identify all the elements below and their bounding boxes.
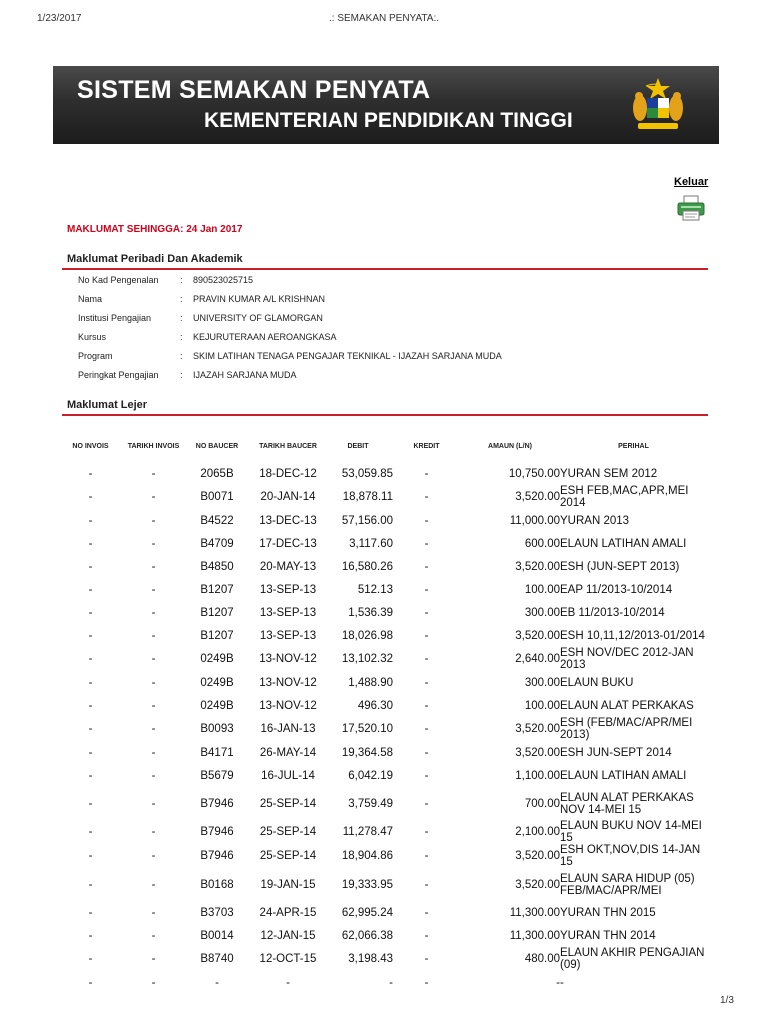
cell-perihal: EB 11/2013-10/2014: [560, 606, 665, 619]
cell-kredit: -: [424, 723, 429, 735]
col-header-tarikh-invois: TARIKH INVOIS: [127, 442, 180, 450]
col-header-tarikh-baucer: TARIKH BAUCER: [259, 442, 317, 450]
cell-tarikh-baucer: 16-JAN-13: [260, 723, 316, 735]
info-label: Kursus: [78, 332, 107, 342]
cell-debit: 53,059.85: [341, 467, 393, 480]
info-separator: :: [180, 294, 183, 304]
cell-amaun: 1,100.00: [515, 769, 560, 782]
cell-tarikh-invois: -: [151, 976, 156, 989]
cell-debit: 11,278.47: [342, 826, 393, 838]
cell-perihal: ELAUN LATIHAN AMALI: [560, 537, 687, 550]
info-separator: :: [180, 351, 183, 361]
cell-perihal: EAP 11/2013-10/2014: [560, 583, 673, 596]
cell-no-baucer: B1207: [200, 629, 234, 642]
cell-tarikh-invois: -: [151, 878, 156, 891]
table-row: [55, 820, 707, 844]
info-separator: :: [180, 332, 183, 342]
cell-kredit: -: [424, 976, 429, 989]
cell-tarikh-baucer: 20-MAY-13: [259, 560, 317, 573]
cell-amaun: 2,100.00: [515, 826, 560, 838]
cell-no-invois: -: [88, 560, 93, 573]
ledger-body: [55, 462, 707, 994]
cell-kredit: -: [424, 537, 429, 550]
cell-no-baucer: B5679: [200, 769, 234, 782]
cell-no-invois: -: [88, 976, 93, 989]
cell-tarikh-invois: -: [151, 797, 156, 810]
cell-perihal: ELAUN ALAT PERKAKAS NOV 14-MEI 15: [560, 791, 694, 816]
info-value: SKIM LATIHAN TENAGA PENGAJAR TEKNIKAL - IJAZAH SARJANA MUDA: [193, 351, 502, 361]
cell-no-invois: -: [88, 514, 93, 527]
cell-no-invois: -: [88, 953, 93, 965]
cell-tarikh-invois: -: [151, 929, 156, 942]
cell-perihal: YURAN SEM 2012: [560, 467, 658, 480]
cell-debit: 1,536.39: [348, 606, 393, 619]
table-row: [55, 868, 707, 901]
col-header-debit: DEBIT: [347, 442, 369, 450]
info-value: UNIVERSITY OF GLAMORGAN: [193, 313, 323, 323]
cell-no-invois: -: [88, 906, 93, 919]
header-banner: [53, 66, 719, 144]
info-separator: :: [180, 275, 183, 285]
cell-tarikh-invois: -: [151, 514, 156, 527]
cell-perihal: ESH (FEB/MAC/APR/MEI 2013): [560, 717, 693, 741]
ledger-section-title: Maklumat Lejer: [67, 399, 148, 411]
info-label: Nama: [78, 294, 103, 304]
table-row: [55, 741, 707, 764]
cell-no-invois: -: [88, 606, 93, 619]
cell-tarikh-baucer: 24-APR-15: [259, 906, 317, 919]
cell-no-baucer: B3703: [200, 906, 234, 919]
info-separator: :: [180, 313, 183, 323]
cell-no-invois: -: [88, 537, 93, 550]
table-row: [55, 787, 707, 820]
cell-no-baucer: B0071: [200, 491, 234, 503]
info-label: No Kad Pengenalan: [78, 275, 159, 285]
table-row: [55, 578, 707, 601]
cell-tarikh-baucer: 17-DEC-13: [259, 537, 317, 550]
cell-no-baucer: B0168: [200, 878, 234, 891]
cell-kredit: -: [424, 606, 429, 619]
cell-debit: 6,042.19: [348, 769, 393, 782]
cell-no-baucer: -: [215, 976, 219, 989]
table-row: [55, 901, 707, 924]
personal-section-divider: [62, 268, 708, 270]
cell-perihal: ESH 10,11,12/2013-01/2014: [560, 629, 705, 642]
cell-tarikh-baucer: 26-MAY-14: [259, 746, 317, 759]
cell-amaun: 300.00: [524, 606, 560, 619]
cell-no-invois: -: [88, 797, 93, 810]
col-header-no-invois: NO INVOIS: [72, 442, 109, 450]
info-separator: :: [180, 370, 183, 380]
cell-debit: 62,995.24: [341, 906, 393, 919]
cell-tarikh-invois: -: [151, 826, 156, 838]
table-row: [55, 844, 707, 868]
cell-perihal: YURAN 2013: [560, 514, 630, 527]
table-row: [55, 764, 707, 787]
cell-perihal: ESH OKT,NOV,DIS 14-JAN 15: [560, 844, 701, 868]
cell-amaun: 2,640.00: [515, 653, 560, 665]
cell-debit: 512.13: [357, 583, 393, 596]
cell-debit: 62,066.38: [341, 929, 393, 942]
cell-tarikh-baucer: 13-DEC-13: [259, 514, 317, 527]
cell-kredit: -: [424, 676, 429, 689]
cell-tarikh-baucer: -: [286, 976, 290, 989]
cell-no-baucer: B7946: [200, 850, 234, 862]
cell-tarikh-invois: -: [151, 676, 156, 689]
as-of-date: MAKLUMAT SEHINGGA: 24 Jan 2017: [67, 224, 243, 235]
info-value: IJAZAH SARJANA MUDA: [193, 370, 297, 380]
cell-no-invois: -: [88, 699, 93, 712]
cell-tarikh-baucer: 13-SEP-13: [259, 629, 317, 642]
cell-kredit: -: [424, 653, 429, 665]
cell-debit: 18,026.98: [341, 629, 393, 642]
cell-kredit: -: [424, 878, 429, 891]
cell-no-baucer: 0249B: [200, 653, 234, 665]
cell-debit: 17,520.10: [341, 723, 393, 735]
cell-debit: 19,333.95: [341, 878, 393, 891]
cell-amaun: 10,750.00: [508, 467, 560, 480]
col-header-no-baucer: NO BAUCER: [195, 442, 239, 450]
cell-kredit: -: [424, 769, 429, 782]
cell-no-baucer: B4709: [200, 537, 234, 550]
info-value: KEJURUTERAAN AEROANGKASA: [193, 332, 337, 342]
cell-tarikh-baucer: 16-JUL-14: [261, 769, 315, 782]
personal-section-title: Maklumat Peribadi Dan Akademik: [67, 253, 243, 265]
cell-perihal: ELAUN AKHIR PENGAJIAN (09): [560, 947, 705, 971]
cell-amaun: 3,520.00: [515, 746, 560, 759]
cell-perihal: ESH NOV/DEC 2012-JAN 2013: [560, 647, 694, 671]
cell-perihal: ELAUN BUKU: [560, 676, 634, 689]
cell-amaun: 600.00: [524, 537, 560, 550]
cell-amaun: 480.00: [524, 953, 560, 965]
cell-kredit: -: [424, 797, 429, 810]
cell-debit: 1,488.90: [348, 676, 393, 689]
cell-tarikh-invois: -: [151, 491, 156, 503]
cell-no-baucer: B4850: [200, 560, 234, 573]
cell-tarikh-invois: -: [151, 769, 156, 782]
cell-no-invois: -: [88, 491, 93, 503]
cell-perihal: ESH JUN-SEPT 2014: [560, 746, 672, 759]
cell-kredit: -: [424, 850, 429, 862]
cell-tarikh-invois: -: [151, 953, 156, 965]
cell-kredit: -: [424, 929, 429, 942]
printer-icon[interactable]: [676, 195, 706, 221]
ledger-header-row: [55, 430, 707, 462]
cell-amaun: 3,520.00: [515, 850, 560, 862]
cell-no-baucer: B7946: [200, 797, 234, 810]
logout-link[interactable]: Keluar: [674, 176, 709, 188]
cell-no-baucer: B8740: [200, 953, 234, 965]
cell-perihal: ESH FEB,MAC,APR,MEI 2014: [560, 485, 689, 509]
cell-amaun: 300.00: [524, 676, 560, 689]
cell-tarikh-baucer: 25-SEP-14: [259, 826, 317, 838]
cell-no-invois: -: [88, 878, 93, 891]
cell-amaun: 11,300.00: [509, 906, 560, 919]
table-row: [55, 947, 707, 971]
cell-amaun: 3,520.00: [515, 491, 560, 503]
table-row: [55, 924, 707, 947]
cell-tarikh-baucer: 13-NOV-12: [259, 699, 317, 712]
cell-amaun: 3,520.00: [515, 878, 560, 891]
cell-no-baucer: 2065B: [200, 467, 234, 480]
cell-amaun: 100.00: [524, 583, 560, 596]
col-header-perihal: PERIHAL: [618, 442, 649, 450]
cell-kredit: -: [424, 514, 429, 527]
cell-tarikh-invois: -: [151, 723, 156, 735]
cell-perihal: ELAUN BUKU NOV 14-MEI 15: [560, 820, 702, 844]
cell-kredit: -: [424, 953, 429, 965]
cell-no-baucer: B4171: [200, 746, 234, 759]
ledger-section-divider: [62, 414, 708, 416]
print-page-title: .: SEMAKAN PENYATA:.: [328, 13, 440, 24]
cell-no-invois: -: [88, 653, 93, 665]
system-title: SISTEM SEMAKAN PENYATA: [77, 76, 431, 104]
ministry-title: KEMENTERIAN PENDIDIKAN TINGGI: [204, 109, 573, 132]
cell-perihal: ELAUN SARA HIDUP (05) FEB/MAC/APR/MEI: [560, 872, 695, 897]
ledger-table: [55, 430, 707, 994]
table-row: [55, 671, 707, 694]
info-value: 890523025715: [193, 275, 254, 285]
cell-perihal: ELAUN LATIHAN AMALI: [560, 769, 687, 782]
cell-perihal: YURAN THN 2015: [560, 906, 656, 919]
cell-debit: 3,117.60: [349, 537, 393, 550]
cell-tarikh-invois: -: [151, 629, 156, 642]
cell-no-invois: -: [88, 467, 93, 480]
cell-amaun: 3,520.00: [515, 723, 560, 735]
cell-debit: 18,878.11: [342, 491, 393, 503]
cell-debit: 3,198.43: [348, 953, 393, 965]
table-row: [55, 555, 707, 578]
cell-debit: 57,156.00: [341, 514, 393, 527]
cell-no-baucer: B1207: [200, 606, 234, 619]
cell-no-invois: -: [88, 583, 93, 596]
cell-no-baucer: B7946: [200, 826, 234, 838]
cell-no-invois: -: [88, 850, 93, 862]
cell-amaun: 11,300.00: [509, 929, 560, 942]
cell-debit: 3,759.49: [348, 797, 393, 810]
cell-no-baucer: B0014: [200, 929, 234, 942]
cell-kredit: -: [424, 629, 429, 642]
cell-debit: 496.30: [357, 699, 393, 712]
cell-perihal: YURAN THN 2014: [560, 929, 656, 942]
cell-tarikh-invois: -: [151, 653, 156, 665]
cell-amaun: 700.00: [524, 797, 560, 810]
cell-no-baucer: 0249B: [200, 699, 234, 712]
cell-tarikh-baucer: 13-NOV-12: [259, 653, 317, 665]
cell-perihal: -: [560, 976, 564, 989]
cell-tarikh-baucer: 12-OCT-15: [259, 953, 317, 965]
cell-no-invois: -: [88, 769, 93, 782]
cell-amaun: 3,520.00: [515, 560, 560, 573]
cell-no-invois: -: [88, 629, 93, 642]
table-row: [55, 624, 707, 647]
cell-no-invois: -: [88, 676, 93, 689]
cell-no-baucer: B4522: [200, 514, 234, 527]
table-row: [55, 601, 707, 624]
table-row: [55, 462, 707, 485]
cell-tarikh-invois: -: [151, 606, 156, 619]
cell-tarikh-baucer: 19-JAN-15: [260, 878, 316, 891]
cell-tarikh-invois: -: [151, 583, 156, 596]
cell-kredit: -: [424, 746, 429, 759]
cell-tarikh-baucer: 13-SEP-13: [259, 583, 317, 596]
cell-no-baucer: 0249B: [200, 676, 234, 689]
cell-tarikh-baucer: 25-SEP-14: [259, 850, 317, 862]
info-value: PRAVIN KUMAR A/L KRISHNAN: [193, 294, 326, 304]
cell-tarikh-invois: -: [151, 746, 156, 759]
cell-kredit: -: [424, 699, 429, 712]
cell-tarikh-invois: -: [151, 467, 156, 480]
info-label: Institusi Pengajian: [78, 313, 152, 323]
cell-debit: -: [389, 976, 393, 989]
cell-tarikh-baucer: 13-SEP-13: [259, 606, 317, 619]
cell-no-invois: -: [88, 723, 93, 735]
cell-no-baucer: B1207: [200, 583, 234, 596]
cell-amaun: -: [556, 976, 560, 989]
cell-debit: 19,364.58: [341, 746, 393, 759]
table-row: [55, 509, 707, 532]
table-row: [55, 532, 707, 555]
cell-tarikh-invois: -: [151, 560, 156, 573]
cell-tarikh-invois: -: [151, 699, 156, 712]
cell-no-invois: -: [88, 826, 93, 838]
cell-debit: 16,580.26: [341, 560, 393, 573]
cell-tarikh-invois: -: [151, 906, 156, 919]
cell-perihal: ELAUN ALAT PERKAKAS: [560, 699, 694, 712]
cell-amaun: 3,520.00: [515, 629, 560, 642]
cell-kredit: -: [424, 467, 429, 480]
cell-kredit: -: [424, 826, 429, 838]
page-number: 1/3: [720, 995, 734, 1006]
table-row: [55, 717, 707, 741]
cell-tarikh-baucer: 20-JAN-14: [260, 491, 316, 503]
ledger-summary-row: [55, 971, 707, 994]
cell-tarikh-baucer: 12-JAN-15: [260, 929, 316, 942]
cell-kredit: -: [424, 583, 429, 596]
info-label: Program: [78, 351, 113, 361]
cell-perihal: ESH (JUN-SEPT 2013): [560, 560, 680, 573]
table-row: [55, 647, 707, 671]
cell-amaun: 100.00: [524, 699, 560, 712]
cell-no-invois: -: [88, 929, 93, 942]
cell-tarikh-invois: -: [151, 850, 156, 862]
table-row: [55, 485, 707, 509]
cell-tarikh-baucer: 25-SEP-14: [259, 797, 317, 810]
col-header-amaun: AMAUN (L/N): [488, 442, 532, 450]
cell-debit: 13,102.32: [341, 653, 393, 665]
cell-tarikh-invois: -: [151, 537, 156, 550]
table-row: [55, 694, 707, 717]
cell-tarikh-baucer: 18-DEC-12: [259, 467, 317, 480]
malaysia-coat-of-arms-icon: [628, 76, 688, 134]
cell-no-baucer: B0093: [200, 723, 234, 735]
print-date: 1/23/2017: [37, 13, 82, 24]
col-header-kredit: KREDIT: [413, 442, 440, 450]
info-label: Peringkat Pengajian: [78, 370, 159, 380]
cell-kredit: -: [424, 560, 429, 573]
cell-debit: 18,904.86: [341, 850, 393, 862]
cell-amaun: 11,000.00: [509, 514, 560, 527]
cell-kredit: -: [424, 906, 429, 919]
cell-no-invois: -: [88, 746, 93, 759]
cell-kredit: -: [424, 491, 429, 503]
cell-tarikh-baucer: 13-NOV-12: [259, 676, 317, 689]
